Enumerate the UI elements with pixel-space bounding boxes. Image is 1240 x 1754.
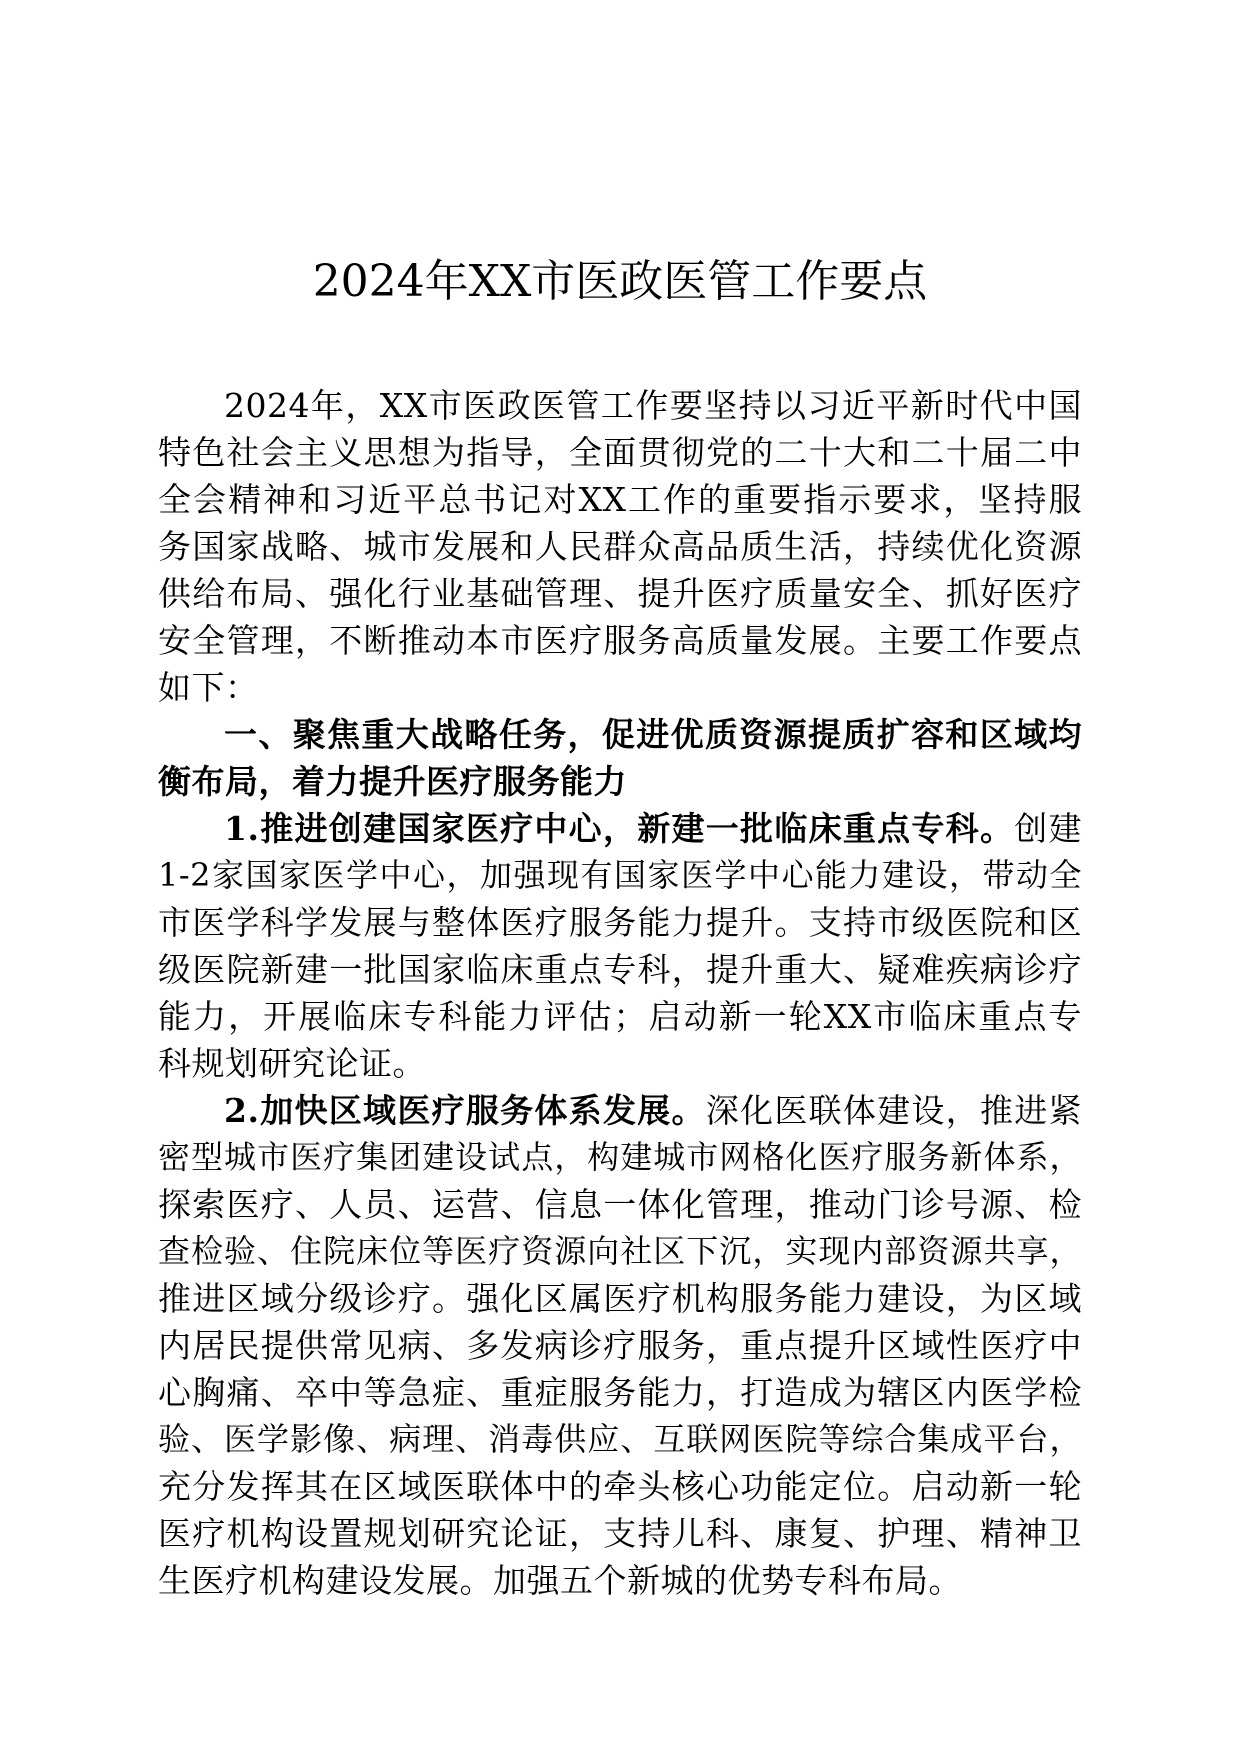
item-1-title: 1.推进创建国家医疗中心，新建一批临床重点专科。 <box>224 809 1015 848</box>
item-2-line: 推进区域分级诊疗。强化区属医疗机构服务能力建设，为区域 <box>158 1279 1082 1318</box>
section-heading-line: 一、聚焦重大战略任务，促进优质资源提质扩容和区域均 <box>224 715 1082 754</box>
document-body <box>158 382 1082 1604</box>
intro-line: 如下： <box>158 668 259 707</box>
intro-paragraph <box>158 382 1082 711</box>
intro-line: 2024年，XX市医政医管工作要坚持以习近平新时代中国 <box>224 386 1082 425</box>
item-2-line: 查检验、住院床位等医疗资源向社区下沉，实现内部资源共享， <box>158 1232 1082 1270</box>
intro-line: 全会精神和习近平总书记对XX工作的重要指示要求，坚持服 <box>158 480 1082 519</box>
item-2-first-line-text: 深化医联体建设，推进紧 <box>705 1091 1083 1130</box>
item-1-line: 市医学科学发展与整体医疗服务能力提升。支持市级医院和区 <box>158 903 1082 942</box>
item-1-line: 科规划研究论证。 <box>158 1044 426 1083</box>
item-1-line: 能力，开展临床专科能力评估；启动新一轮XX市临床重点专 <box>158 997 1082 1036</box>
document-title: 2024年XX市医政医管工作要点 <box>312 256 928 307</box>
item-1-line: 1-2家国家医学中心，加强现有国家医学中心能力建设，带动全 <box>158 856 1082 894</box>
item-2-line: 探索医疗、人员、运营、信息一体化管理，推动门诊号源、检 <box>158 1185 1082 1224</box>
item-2-line: 充分发挥其在区域医联体中的牵头核心功能定位。启动新一轮 <box>158 1467 1082 1506</box>
section-heading-line: 衡布局，着力提升医疗服务能力 <box>158 762 627 801</box>
section-heading <box>158 711 1082 805</box>
item-2-line: 生医疗机构建设发展。加强五个新城的优势专科布局。 <box>158 1561 962 1600</box>
intro-line: 供给布局、强化行业基础管理、提升医疗质量安全、抓好医疗 <box>158 574 1082 613</box>
item-2-line: 验、医学影像、病理、消毒供应、互联网医院等综合集成平台， <box>158 1420 1082 1458</box>
intro-line: 务国家战略、城市发展和人民群众高品质生活，持续优化资源 <box>158 527 1082 566</box>
item-1-line: 级医院新建一批国家临床重点专科，提升重大、疑难疾病诊疗 <box>158 950 1082 989</box>
item-2-paragraph <box>158 1087 1082 1604</box>
item-1-paragraph <box>158 805 1082 1087</box>
item-2-line: 内居民提供常见病、多发病诊疗服务，重点提升区域性医疗中 <box>158 1326 1082 1365</box>
item-2-line: 心胸痛、卒中等急症、重症服务能力，打造成为辖区内医学检 <box>158 1373 1082 1412</box>
item-1-first-line-text: 创建 <box>1014 809 1083 848</box>
item-2-line: 密型城市医疗集团建设试点，构建城市网格化医疗服务新体系， <box>158 1138 1082 1176</box>
item-1-first-line <box>158 805 1082 852</box>
intro-line: 安全管理，不断推动本市医疗服务高质量发展。主要工作要点 <box>158 621 1082 660</box>
intro-line: 特色社会主义思想为指导，全面贯彻党的二十大和二十届二中 <box>158 433 1082 472</box>
item-2-line: 医疗机构设置规划研究论证，支持儿科、康复、护理、精神卫 <box>158 1514 1082 1553</box>
item-2-title: 2.加快区域医疗服务体系发展。 <box>224 1091 706 1130</box>
item-2-first-line <box>158 1087 1082 1134</box>
